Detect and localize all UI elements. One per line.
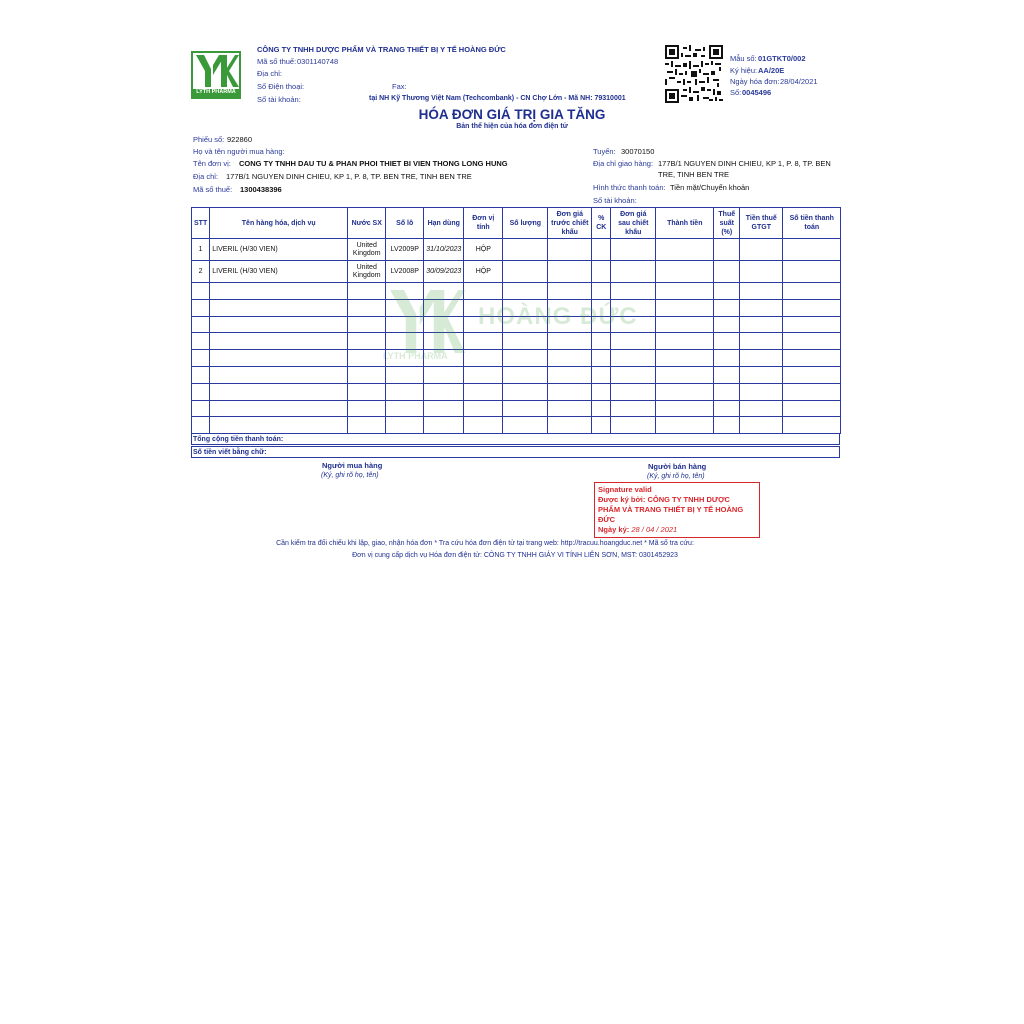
table-header-row	[192, 208, 841, 239]
form-value: 01GTKT0/002	[758, 54, 806, 63]
buyer-unit-label: Tên đơn vị:	[193, 159, 231, 168]
seller-account-label: Số tài khoản:	[257, 95, 301, 104]
watermark-text: HOÀNG ĐỨC	[478, 303, 638, 330]
buyer-address-label: Địa chỉ:	[193, 172, 219, 181]
invoice-date-label: Ngày hóa đơn:	[730, 77, 780, 86]
row-stt: 2	[192, 261, 210, 283]
empty-row	[192, 366, 841, 383]
row-item-name: LIVERIL (H/30 VIEN)	[210, 239, 348, 261]
delivery-address-line1: 177B/1 NGUYEN DINH CHIEU, KP 1, P. 8, TP. BEN	[658, 159, 831, 168]
buyer-tax-value: 1300438396	[240, 185, 282, 194]
row-unit: HỘP	[464, 239, 503, 261]
signed-by-line2: PHẨM VÀ TRANG THIẾT BỊ Y TẾ HOÀNG	[598, 505, 744, 514]
buyer-account-label: Số tài khoản:	[593, 196, 637, 205]
row-country: United Kingdom	[348, 239, 386, 261]
header-country: Nước SX	[348, 208, 386, 239]
sign-date-value: 28 / 04 / 2021	[631, 525, 678, 534]
route-label: Tuyến:	[593, 147, 616, 156]
payment-method-value: Tiền mặt/Chuyển khoản	[670, 183, 750, 192]
delivery-address-label: Địa chỉ giao hàng:	[593, 159, 654, 168]
sign-date-label: Ngày ký:	[598, 525, 630, 534]
row-lot: LV2009P	[386, 239, 424, 261]
watermark-logo-text: LYTH PHARMA	[383, 351, 448, 361]
header-vat-amount: Tiền thuế GTGT	[740, 208, 783, 239]
header-item-name: Tên hàng hóa, dịch vụ	[210, 208, 348, 239]
seller-company-name: CÔNG TY TNHH DƯỢC PHẨM VÀ TRANG THIẾT BỊ Y TẾ HOÀNG ĐỨC	[257, 45, 506, 54]
watermark	[380, 283, 660, 367]
header-expiry: Hạn dùng	[424, 208, 464, 239]
symbol-label: Ký hiệu:	[730, 66, 758, 75]
header-price-before-discount: Đơn giá trước chiết khấu	[548, 208, 592, 239]
logo-text: LYTH PHARMA	[196, 89, 236, 95]
signed-by-line3: ĐỨC	[598, 515, 616, 524]
row-expiry: 30/09/2023	[424, 261, 464, 283]
footer-provider-note: Đơn vị cung cấp dịch vụ Hóa đơn điện tử: CÔNG TY TNHH GIẢY VI TÍNH LIÊN SƠN, MST: 0301452923	[352, 552, 678, 559]
invoice-title: HÓA ĐƠN GIÁ TRỊ GIA TĂNG	[418, 107, 606, 122]
header-amount: Thành tiền	[656, 208, 714, 239]
signature-valid-text: Signature valid	[598, 485, 652, 494]
header-lot: Số lô	[386, 208, 424, 239]
seller-signature-title: Người bán hàng	[648, 462, 707, 471]
delivery-address-line2: TRE, TINH BEN TRE	[658, 170, 729, 179]
empty-row	[192, 383, 841, 400]
header-price-after-discount: Đơn giá sau chiết khấu	[611, 208, 656, 239]
header-stt: STT	[192, 208, 210, 239]
invoice-number-label: Số:	[730, 88, 742, 97]
amount-in-words-row: Số tiền viết bằng chữ:	[191, 446, 840, 458]
seller-account-value: tại NH Kỹ Thương Việt Nam (Techcombank) - CN Chợ Lớn - Mã NH: 79310001	[369, 95, 626, 102]
buyer-unit-value: CONG TY TNHH DAU TU & PHAN PHOI THIET BI VIEN THONG LONG HUNG	[239, 159, 508, 168]
buyer-signature-note: (Ký, ghi rõ họ, tên)	[321, 472, 379, 479]
header-discount-percent: % CK	[592, 208, 611, 239]
row-stt: 1	[192, 239, 210, 261]
header-unit: Đơn vị tính	[464, 208, 503, 239]
footer-lookup-note: Cần kiểm tra đối chiếu khi lập, giao, nhận hóa đơn * Tra cứu hóa đơn điện tử tại trang web: http://tracuu.hoangduc.net * Mã số tra cứu:	[276, 540, 694, 547]
seller-phone-label: Số Điện thoại:	[257, 82, 305, 91]
empty-row	[192, 400, 841, 417]
total-payment-row: Tổng cộng tiền thanh toán:	[191, 433, 840, 445]
header-total-payment: Số tiền thanh toán	[783, 208, 841, 239]
route-value: 30070150	[621, 147, 655, 156]
seller-fax-label: Fax:	[392, 82, 407, 91]
buyer-address-value: 177B/1 NGUYEN DINH CHIEU, KP 1, P. 8, TP. BEN TRE, TINH BEN TRE	[226, 172, 472, 181]
seller-tax-label: Mã số thuế:	[257, 57, 297, 66]
header-tax-rate: Thuế suất (%)	[714, 208, 740, 239]
buyer-tax-label: Mã số thuế:	[193, 185, 233, 194]
table-row	[192, 261, 841, 283]
invoice-number-value: 0045496	[742, 88, 772, 97]
table-row	[192, 239, 841, 261]
row-item-name: LIVERIL (H/30 VIEN)	[210, 261, 348, 283]
row-lot: LV2008P	[386, 261, 424, 283]
payment-method-label: Hình thức thanh toán:	[593, 183, 666, 192]
invoice-date-value: 28/04/2021	[780, 77, 818, 86]
row-country: United Kingdom	[348, 261, 386, 283]
symbol-value: AA/20E	[758, 66, 785, 75]
form-label: Mẫu số:	[730, 54, 757, 63]
seller-tax-value: 0301140748	[297, 57, 339, 66]
seller-address-label: Địa chỉ:	[257, 69, 283, 78]
buyer-signature-title: Người mua hàng	[322, 461, 383, 470]
invoice-subtitle: Bản thể hiện của hóa đơn điện tử	[456, 123, 568, 130]
seller-logo	[191, 51, 241, 99]
row-unit: HỘP	[464, 261, 503, 283]
header-quantity: Số lượng	[503, 208, 548, 239]
qr-code	[665, 45, 723, 103]
signed-by-line1: Được ký bởi: CÔNG TY TNHH DƯỢC	[598, 495, 730, 504]
seller-signature-note: (Ký, ghi rõ họ, tên)	[647, 473, 705, 480]
buyer-name-label: Họ và tên người mua hàng:	[193, 147, 285, 156]
row-expiry: 31/10/2023	[424, 239, 464, 261]
digital-signature-box	[594, 482, 760, 538]
ticket-value: 922860	[227, 135, 253, 144]
ticket-label: Phiếu số:	[193, 135, 225, 144]
empty-row	[192, 417, 841, 434]
